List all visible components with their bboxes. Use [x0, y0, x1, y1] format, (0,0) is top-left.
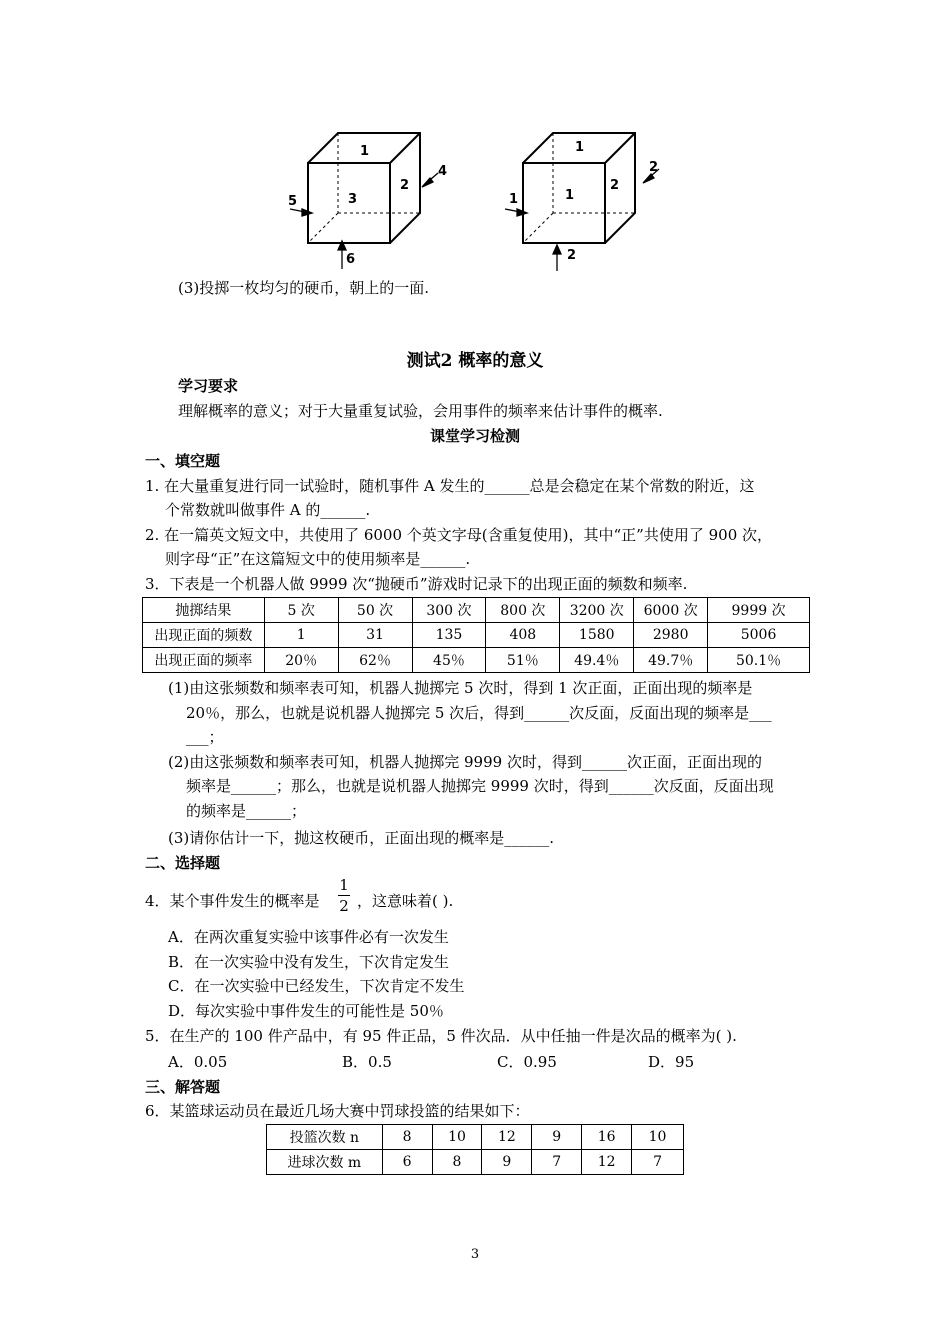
section-answer: 三、解答题 — [145, 1078, 221, 1096]
cube-left-arrow-bottom-label: 6 — [346, 252, 356, 267]
fraction-denominator: 2 — [339, 897, 349, 915]
question-4-option-c: C．在一次实验中已经发生，下次肯定不发生 — [168, 977, 465, 995]
table-cell: 12 — [482, 1125, 532, 1150]
table-cell: 300 次 — [412, 598, 486, 623]
fraction-one-half — [333, 876, 355, 915]
table-cell: 16 — [582, 1125, 632, 1150]
question-1-line-1: 1. 在大量重复进行同一试验时，随机事件 A 发生的______总是会稳定在某个常数的附近，这 — [145, 477, 755, 495]
table-cell: 8 — [432, 1150, 482, 1175]
question-3-2-line-1: (2)由这张频数和频率表可知，机器人抛掷完 9999 次时，得到______次正面，正面出现的 — [168, 753, 762, 771]
question-3-1-line-3: ___； — [186, 728, 224, 746]
table-cell: 1 — [264, 623, 338, 648]
question-5-option-b: B．0.5 — [342, 1053, 392, 1071]
table-cell: 49.4％ — [560, 648, 634, 673]
table-cell: 7 — [532, 1150, 582, 1175]
table-cell: 9 — [532, 1125, 582, 1150]
table-cell: 3200 次 — [560, 598, 634, 623]
fraction-numerator: 1 — [339, 876, 349, 894]
cube-left-arrow-right-label: 4 — [438, 164, 448, 179]
table-cell: 6 — [382, 1150, 432, 1175]
table-cell: 7 — [632, 1150, 684, 1175]
table-cell: 2980 — [634, 623, 708, 648]
cube-right-label-front: 1 — [565, 188, 575, 203]
table-cell: 5006 — [708, 623, 810, 648]
question-4-suffix: ，这意味着( ). — [357, 892, 454, 910]
table-row — [267, 1150, 684, 1175]
class-check-heading: 课堂学习检测 — [429, 427, 520, 445]
cube-left-label-right: 2 — [400, 178, 410, 193]
cube-diagram-right — [495, 125, 685, 275]
table-row — [143, 648, 810, 673]
question-4-option-a: A．在两次重复实验中该事件必有一次发生 — [168, 928, 449, 946]
question-4-option-d: D．每次实验中事件发生的可能性是 50％ — [168, 1002, 444, 1020]
cube-right-arrow-right-label: 2 — [649, 160, 659, 175]
table-cell: 12 — [582, 1150, 632, 1175]
table-cell: 50.1％ — [708, 648, 810, 673]
table-cell: 45％ — [412, 648, 486, 673]
question-3-2-line-2: 频率是______；那么，也就是说机器人抛掷完 9999 次时，得到______次反面，反面出现 — [186, 777, 774, 795]
table-cell: 31 — [338, 623, 412, 648]
table-cell: 408 — [486, 623, 560, 648]
table-cell: 投篮次数 n — [267, 1125, 383, 1150]
section-fill-blank: 一、填空题 — [145, 452, 221, 470]
table-cell: 6000 次 — [634, 598, 708, 623]
question-4-option-b: B．在一次实验中没有发生，下次肯定发生 — [168, 953, 450, 971]
table-row — [143, 623, 810, 648]
question-3-text: 3．下表是一个机器人做 9999 次“抛硬币”游戏时记录下的出现正面的频数和频率. — [145, 575, 688, 593]
cube-right-label-right: 2 — [610, 178, 620, 193]
free-throw-table — [266, 1124, 684, 1175]
table-cell: 800 次 — [486, 598, 560, 623]
cube-diagram-left — [280, 125, 470, 275]
table-row — [267, 1125, 684, 1150]
table-cell: 50 次 — [338, 598, 412, 623]
question-5-option-c: C．0.95 — [497, 1053, 557, 1071]
section-multiple-choice: 二、选择题 — [145, 854, 221, 872]
table-cell: 20％ — [264, 648, 338, 673]
cube-left-arrow-left-label: 5 — [288, 194, 298, 209]
item-3-text: (3)投掷一枚均匀的硬币，朝上的一面. — [178, 279, 430, 297]
section-title: 测试2 概率的意义 — [406, 351, 544, 371]
table-cell: 出现正面的频数 — [143, 623, 265, 648]
table-cell: 1580 — [560, 623, 634, 648]
question-4-prefix: 4．某个事件发生的概率是 — [145, 892, 320, 910]
table-cell: 49.7％ — [634, 648, 708, 673]
fraction-bar — [338, 895, 350, 896]
table-cell: 出现正面的频率 — [143, 648, 265, 673]
table-cell: 进球次数 m — [267, 1150, 383, 1175]
question-3-1-line-1: (1)由这张频数和频率表可知，机器人抛掷完 5 次时，得到 1 次正面，正面出现的频率是 — [168, 679, 753, 697]
question-3-2-line-3: 的频率是______； — [186, 802, 307, 820]
table-cell: 抛掷结果 — [143, 598, 265, 623]
page-number: 3 — [470, 1247, 480, 1262]
table-cell: 9999 次 — [708, 598, 810, 623]
question-5-option-a: A．0.05 — [168, 1053, 228, 1071]
table-cell: 51％ — [486, 648, 560, 673]
question-2-line-1: 2. 在一篇英文短文中，共使用了 6000 个英文字母(含重复使用)，其中“正”共使用了 900 次， — [145, 526, 773, 544]
table-cell: 135 — [412, 623, 486, 648]
table-cell: 5 次 — [264, 598, 338, 623]
question-3-3-text: (3)请你估计一下，抛这枚硬币，正面出现的概率是______. — [168, 829, 555, 847]
cube-left-label-top: 1 — [360, 144, 370, 159]
table-cell: 10 — [632, 1125, 684, 1150]
requirements-heading: 学习要求 — [178, 377, 239, 395]
coin-toss-table — [142, 597, 810, 673]
cube-right-arrow-left-label: 1 — [509, 192, 519, 207]
table-cell: 9 — [482, 1150, 532, 1175]
question-3-1-line-2: 20％，那么，也就是说机器人抛掷完 5 次后，得到______次反面，反面出现的频率是___ — [186, 704, 772, 722]
question-2-line-2: 则字母“正”在这篇短文中的使用频率是______. — [165, 550, 471, 568]
question-5-option-d: D．95 — [648, 1053, 695, 1071]
question-5-text: 5．在生产的 100 件产品中，有 95 件正品，5 件次品．从中任抽一件是次品的概率为( ). — [145, 1027, 737, 1045]
requirements-text: 理解概率的意义；对于大量重复试验，会用事件的频率来估计事件的概率. — [178, 402, 663, 420]
table-cell: 10 — [432, 1125, 482, 1150]
table-cell: 62％ — [338, 648, 412, 673]
question-6-text: 6．某篮球运动员在最近几场大赛中罚球投篮的结果如下： — [145, 1102, 530, 1120]
table-cell: 8 — [382, 1125, 432, 1150]
cube-left-label-front: 3 — [348, 192, 358, 207]
cube-right-arrow-bottom-label: 2 — [567, 248, 577, 263]
cube-right-label-top: 1 — [575, 140, 585, 155]
question-1-line-2: 个常数就叫做事件 A 的______. — [165, 501, 371, 519]
table-row — [143, 598, 810, 623]
